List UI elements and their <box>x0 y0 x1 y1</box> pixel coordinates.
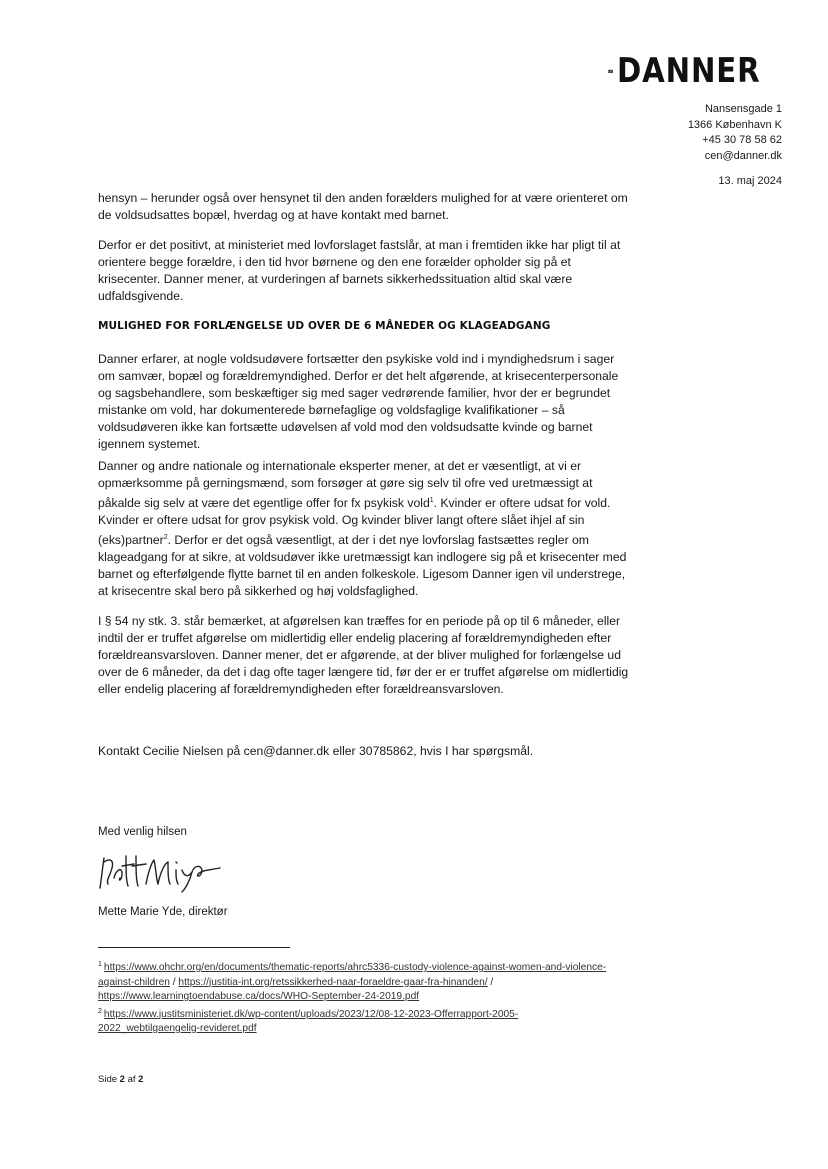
paragraph-2 <box>98 237 630 305</box>
paragraph-4-part-b: . Kvinder er oftere udsat for vold. Kvinder er oftere udsat for grov psykisk vold. Og kvinder bliver langt oftere slået ihjel af sin (eks)partner <box>98 496 611 547</box>
paragraph-3 <box>98 351 630 453</box>
paragraph-1 <box>98 190 630 224</box>
address-email: cen@danner.dk <box>704 149 782 162</box>
paragraph-5 <box>98 613 630 698</box>
building-emblem-icon <box>608 54 613 88</box>
paragraph-text: I § 54 ny stk. 3. står bemærket, at afgørelsen kan træffes for en periode på op til 6 måneder, eller indtil der er truffet afgørelse om midlertidig eller endelig placering af forældremyndigheden efter forældreansvarsloven. Danner mener, det er afgørende, at der bliver mulighed for forlængelse ud over de 6 måneder, da det i dag ofte tager længere tid, før der er er truffet afgørelse om midlertidig eller endelig placering af forældremyndigheden efter forældreansvarsloven. <box>98 614 629 696</box>
logo-wordmark: DANNER <box>617 51 761 91</box>
footnote-link[interactable]: https://www.learningtoendabuse.ca/docs/WHO-September-24-2019.pdf <box>98 991 420 1002</box>
footnote-ref-1[interactable]: 1 <box>429 497 434 504</box>
link-separator: / <box>487 976 494 988</box>
footnote-1 <box>98 958 618 1005</box>
paragraph-text <box>98 458 630 600</box>
footnote-link[interactable]: https://justitia-int.org/retssikkerhed-naar-foraeldre-gaar-fra-hinanden/ <box>178 976 488 988</box>
footnote-link[interactable]: https://www.ohchr.org/en/documents/thematic-reports/ahrc5336-custody-violence-against-women-and-violence-against-children <box>98 962 607 988</box>
footnote-number: 2 <box>98 1007 102 1015</box>
signer-name: Mette Marie Yde, direktør <box>98 906 228 918</box>
closing-greeting: Med venlig hilsen <box>98 826 187 838</box>
address-phone: +45 30 78 58 62 <box>702 134 782 146</box>
paragraph-4 <box>98 458 630 600</box>
footnote-number: 1 <box>98 961 102 968</box>
contact-line: Kontakt Cecilie Nielsen på cen@danner.dk eller 30785862, hvis I har spørgsmål. <box>98 744 534 758</box>
page-number <box>98 1074 143 1085</box>
paragraph-text: hensyn – herunder også over hensynet til den anden forælders mulighed for at være orienteret om de voldsudsattes bopæl, hverdag og at have kontakt med barnet. <box>98 191 628 222</box>
paragraph-4-part-a: Danner og andre nationale og internationale eksperter mener, at det er væsentligt, at vi er opmærksomme på gerningsmænd, som forsøger at gøre sig selv til ofre ved uretmæssigt at påkalde sig selv at være det egentlige offer for fx psykisk vold <box>98 459 593 510</box>
danner-logo <box>608 50 784 92</box>
section-heading: MULIGHED FOR FORLÆNGELSE UD OVER DE 6 MÅNEDER OG KLAGEADGANG <box>98 320 551 332</box>
paragraph-text: Derfor er det positivt, at ministeriet med lovforslaget fastslår, at man i fremtiden ikke har pligt til at orientere begge forældre, i den tid hvor børnene og den ene forælder opholder sig på et krisecenter. Danner mener, at vurderingen af barnets sikkerhedssituation altid skal være udfaldsgivende. <box>98 238 621 303</box>
footnote-link[interactable]: https://www.justitsministeriet.dk/wp-content/uploads/2023/12/08-12-2023-Offerrapport-2005-2022_webtilgaengelig-revideret.pdf <box>98 1008 519 1034</box>
sender-address <box>688 102 782 164</box>
handwritten-signature <box>96 848 236 903</box>
paragraph-text: Danner erfarer, at nogle voldsudøvere fortsætter den psykiske vold ind i myndighedsrum i sager om samvær, bopæl og forældremyndighed. Derfor er det helt afgørende, at krisecenterpersonale og sagsbehandlere, som beskæftiger sig med sager vedrørende familier, hvor der er begrundet mistanke om vold, har dokumenterede børnefaglige og voldsfaglige kvalifikationer – så voldsudøveren ikke kan fortsætte udøvelsen af vold mod den voldsudsatte kvinde og barnet igennem systemet. <box>98 352 619 451</box>
paragraph-4-part-c: . Derfor er det også væsentligt, at der i det nye lovforslag fastsættes regler om klageadgang for at sikre, at voldsudøver ikke uretmæssigt kan indlogere sig på et krisecenter med barnet og efterfølgende flytte barnet til en anden folkeskole. Ligesom Danner igen vil understrege, at krisecentre skal bero på sikkerhed og høj voldsfaglighed. <box>98 533 627 598</box>
footnote-divider <box>98 947 290 948</box>
page-current: 2 <box>119 1074 125 1085</box>
link-separator: / <box>169 976 179 988</box>
address-street: Nansensgade 1 <box>704 103 782 115</box>
footnote-ref-2[interactable]: 2 <box>163 534 168 541</box>
page-label: Side <box>98 1074 120 1085</box>
page-total: 2 <box>138 1074 144 1085</box>
footnotes <box>98 958 618 1037</box>
footnote-2 <box>98 1005 618 1037</box>
address-city: 1366 København K <box>687 118 782 131</box>
letter-date: 13. maj 2024 <box>718 175 782 187</box>
page-of-label: af <box>124 1074 139 1085</box>
